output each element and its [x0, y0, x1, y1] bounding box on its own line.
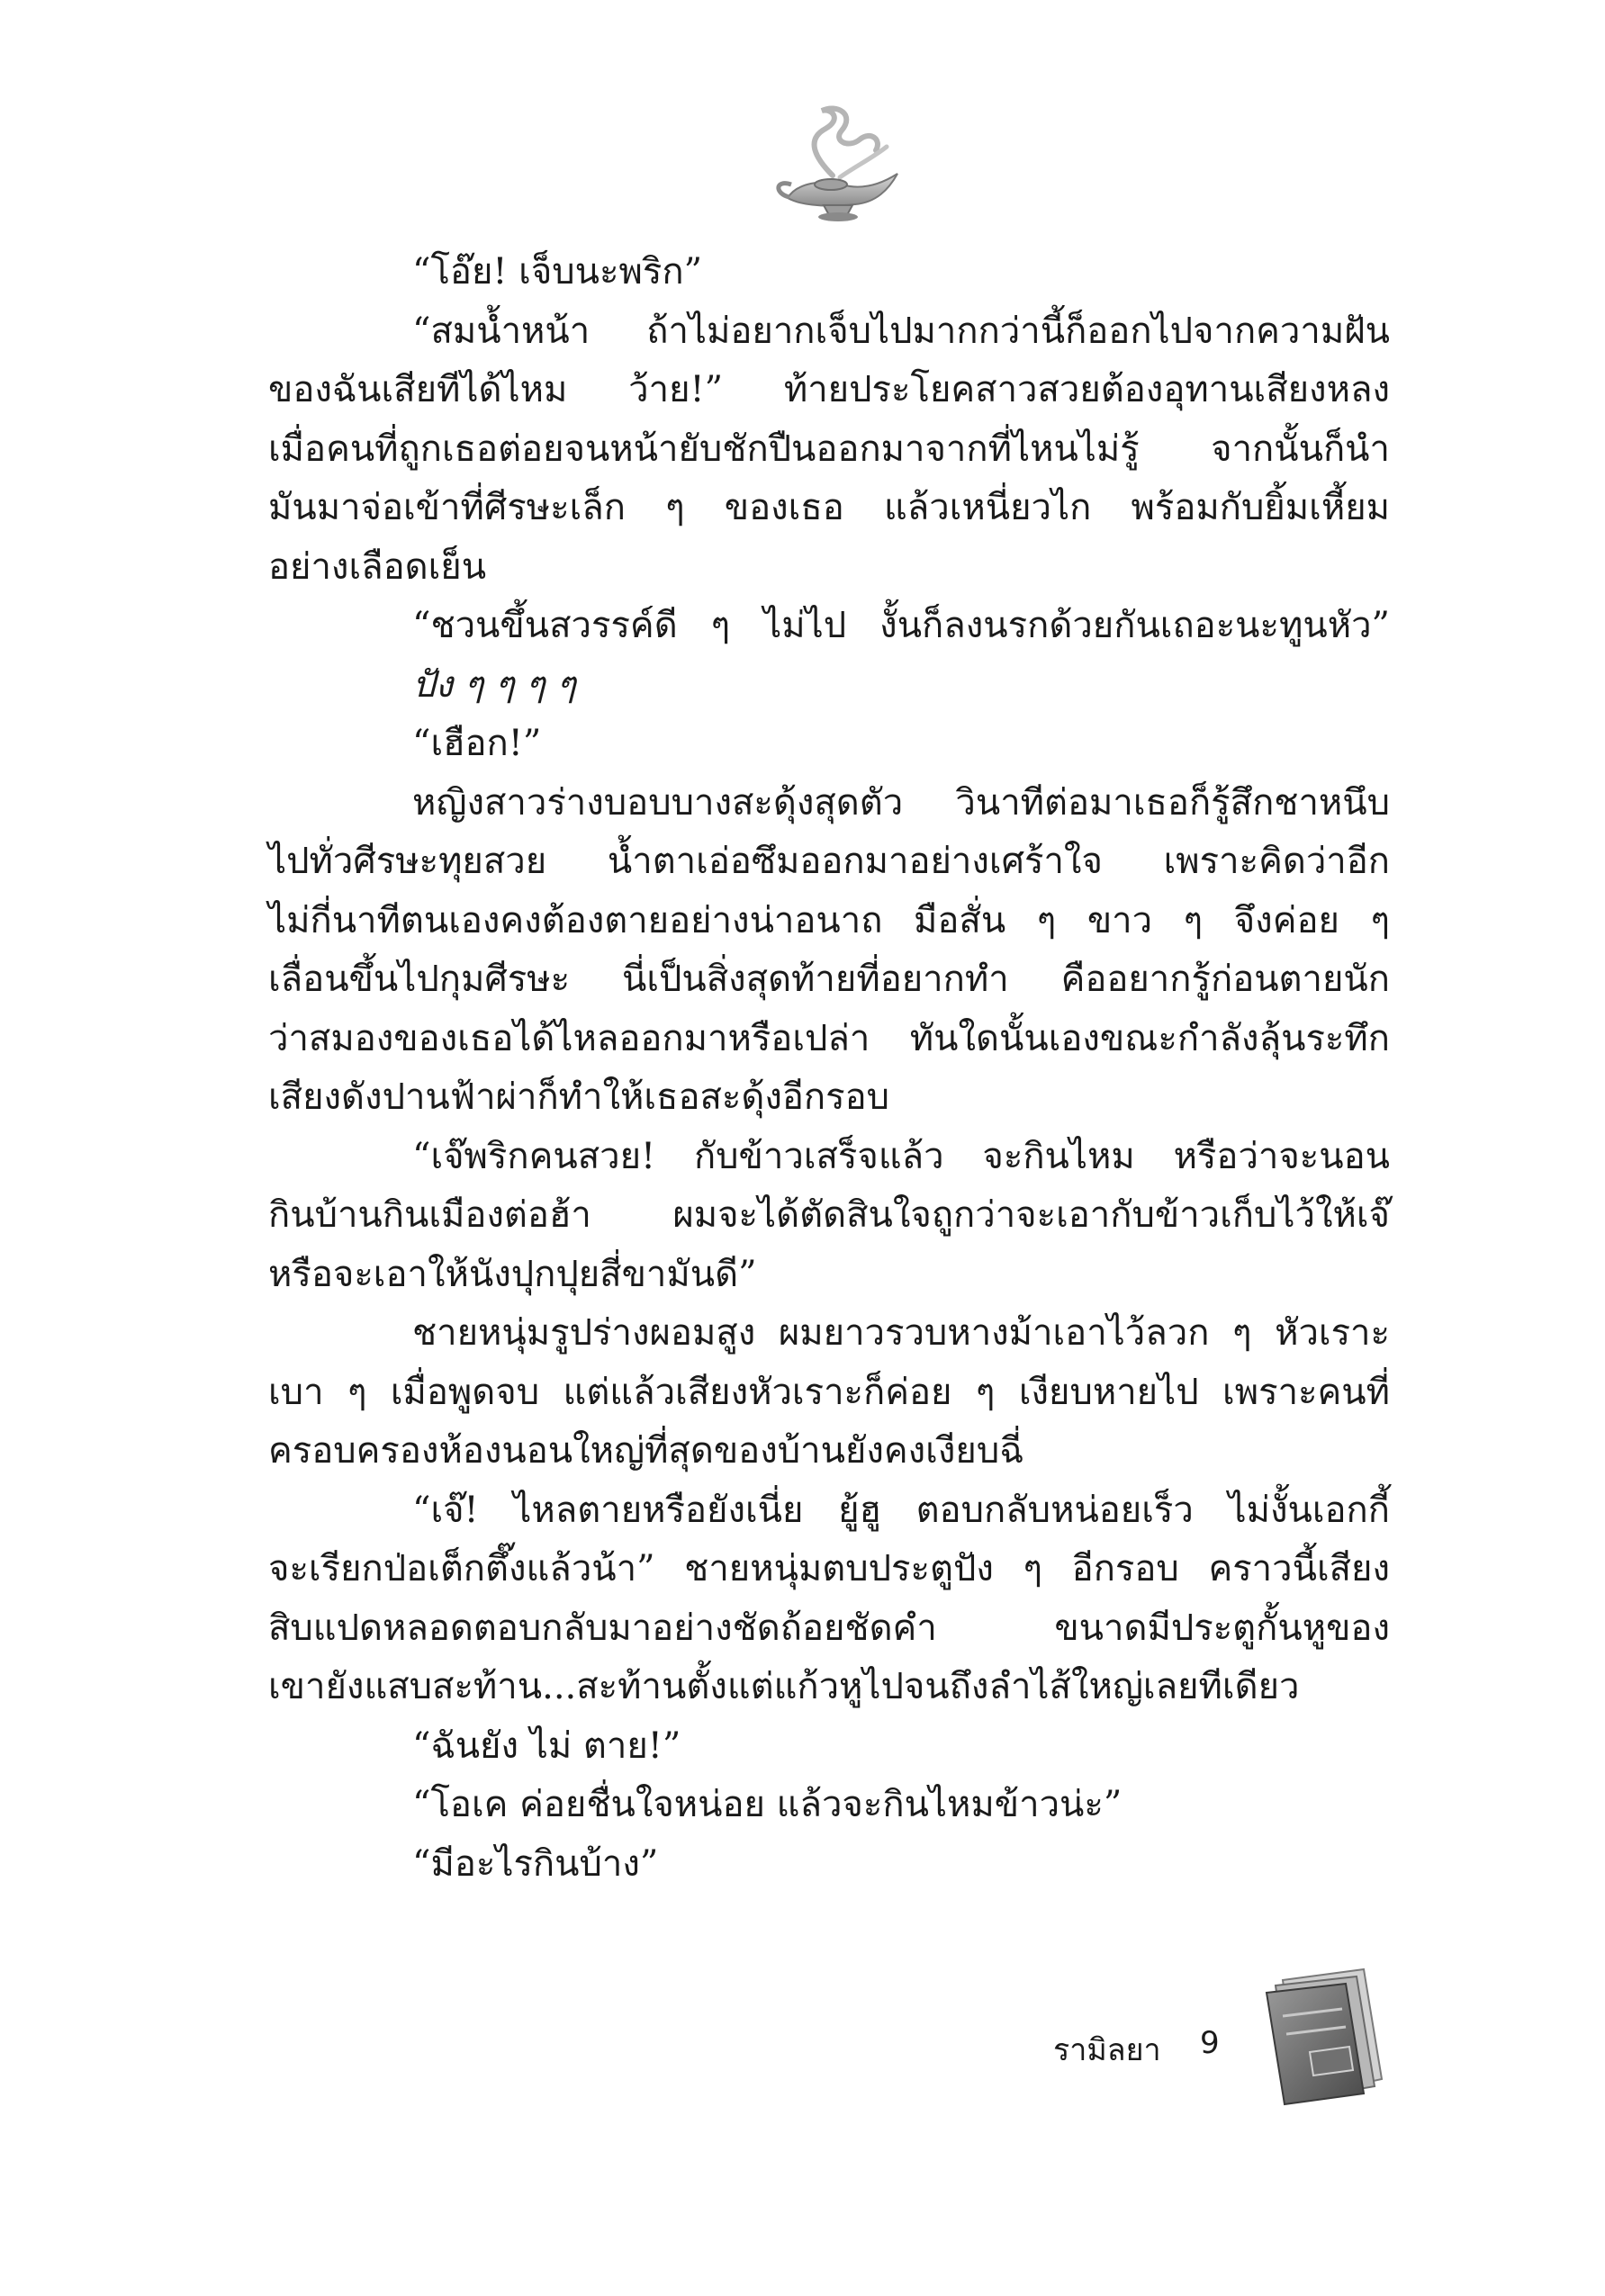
- footer-author: รามิลยา: [1053, 2032, 1161, 2068]
- text-line: จะเรียกป่อเต็กตึ๊งแล้วน้า” ชายหนุ่มตบประตูปัง ๆ อีกรอบ คราวนี้เสียง: [268, 1548, 1390, 1589]
- text-line: สิบแปดหลอดตอบกลับมาอย่างชัดถ้อยชัดคำ ขนาดมีประตูกั้นหูของ: [268, 1607, 1390, 1649]
- text-line: “ชวนขึ้นสวรรค์ดี ๆ ไม่ไป งั้นก็ลงนรกด้วยกันเถอะนะทูนหัว”: [412, 605, 1390, 646]
- text-line: “มีอะไรกินบ้าง”: [412, 1842, 659, 1885]
- text-line: หรือจะเอาให้นังปุกปุยสี่ขามันดี”: [268, 1253, 757, 1295]
- text-line: เบา ๆ เมื่อพูดจบ แต่แล้วเสียงหัวเราะก็ค่อย ๆ เงียบหายไป เพราะคนที่: [268, 1371, 1390, 1413]
- text-line: “ฉันยัง ไม่ ตาย!”: [412, 1724, 681, 1767]
- text-line: ไม่กี่นาทีตนเองคงต้องตายอย่างน่าอนาถ มือสั่น ๆ ขาว ๆ จึงค่อย ๆ: [268, 899, 1390, 941]
- text-line: หญิงสาวร่างบอบบางสะดุ้งสุดตัว วินาทีต่อมาเธอก็รู้สึกชาหนึบ: [412, 781, 1390, 824]
- text-line: ครอบครองห้องนอนใหญ่ที่สุดของบ้านยังคงเงียบฉี่: [268, 1430, 1024, 1472]
- text-line: “เฮือก!”: [412, 723, 542, 764]
- text-line: ไปทั่วศีรษะทุยสวย น้ำตาเอ่อซึมออกมาอย่างเศร้าใจ เพราะคิดว่าอีก: [268, 841, 1390, 882]
- book-icon: [1256, 1962, 1391, 2106]
- text-line: “สมน้ำหน้า ถ้าไม่อยากเจ็บไปมากกว่านี้ก็ออกไปจากความฝัน: [412, 310, 1390, 352]
- text-line: มันมาจ่อเข้าที่ศีรษะเล็ก ๆ ของเธอ แล้วเหนี่ยวไก พร้อมกับยิ้มเหี้ยม: [268, 487, 1390, 528]
- text-line: เมื่อคนที่ถูกเธอต่อยจนหน้ายับชักปืนออกมาจากที่ไหนไม่รู้ จากนั้นก็นำ: [268, 428, 1390, 470]
- text-line: กินบ้านกินเมืองต่อฮ้า ผมจะได้ตัดสินใจถูกว่าจะเอากับข้าวเก็บไว้ให้เจ๊: [268, 1194, 1390, 1236]
- text-line: อย่างเลือดเย็น: [268, 545, 487, 588]
- text-line: “เจ๊! ไหลตายหรือยังเนี่ย ยู้ฮู ตอบกลับหน่อยเร็ว ไม่งั้นเอกกี้: [412, 1489, 1390, 1531]
- text-line: ปัง ๆ ๆ ๆ ๆ: [412, 663, 576, 706]
- page-number: 9: [1200, 2025, 1220, 2061]
- text-line: “เจ๊พริกคนสวย! กับข้าวเสร็จแล้ว จะกินไหม หรือว่าจะนอน: [412, 1135, 1390, 1177]
- text-line: ชายหนุ่มรูปร่างผอมสูง ผมยาวรวบหางม้าเอาไว้ลวก ๆ หัวเราะ: [412, 1312, 1390, 1354]
- body-text: [268, 243, 1390, 1894]
- text-line: ของฉันเสียทีได้ไหม ว้าย!” ท้ายประโยคสาวสวยต้องอุทานเสียงหลง: [268, 369, 1390, 410]
- text-line: เขายังแสบสะท้าน...สะท้านตั้งแต่แก้วหูไปจนถึงลำไส้ใหญ่เลยทีเดียว: [268, 1666, 1300, 1707]
- text-line: ว่าสมองของเธอได้ไหลออกมาหรือเปล่า ทันใดนั้นเองขณะกำลังลุ้นระทึก: [268, 1017, 1390, 1059]
- text-line: เสียงดังปานฟ้าผ่าก็ทำให้เธอสะดุ้งอีกรอบ: [268, 1076, 890, 1118]
- text-line: “โอ๊ย! เจ็บนะพริก”: [412, 251, 703, 293]
- magic-lamp-icon: [770, 104, 905, 230]
- text-line: “โอเค ค่อยชื่นใจหน่อย แล้วจะกินไหมข้าวน่ะ”: [412, 1784, 1123, 1825]
- text-line: เลื่อนขึ้นไปกุมศีรษะ นี่เป็นสิ่งสุดท้ายที่อยากทำ คืออยากรู้ก่อนตายนัก: [268, 959, 1390, 1000]
